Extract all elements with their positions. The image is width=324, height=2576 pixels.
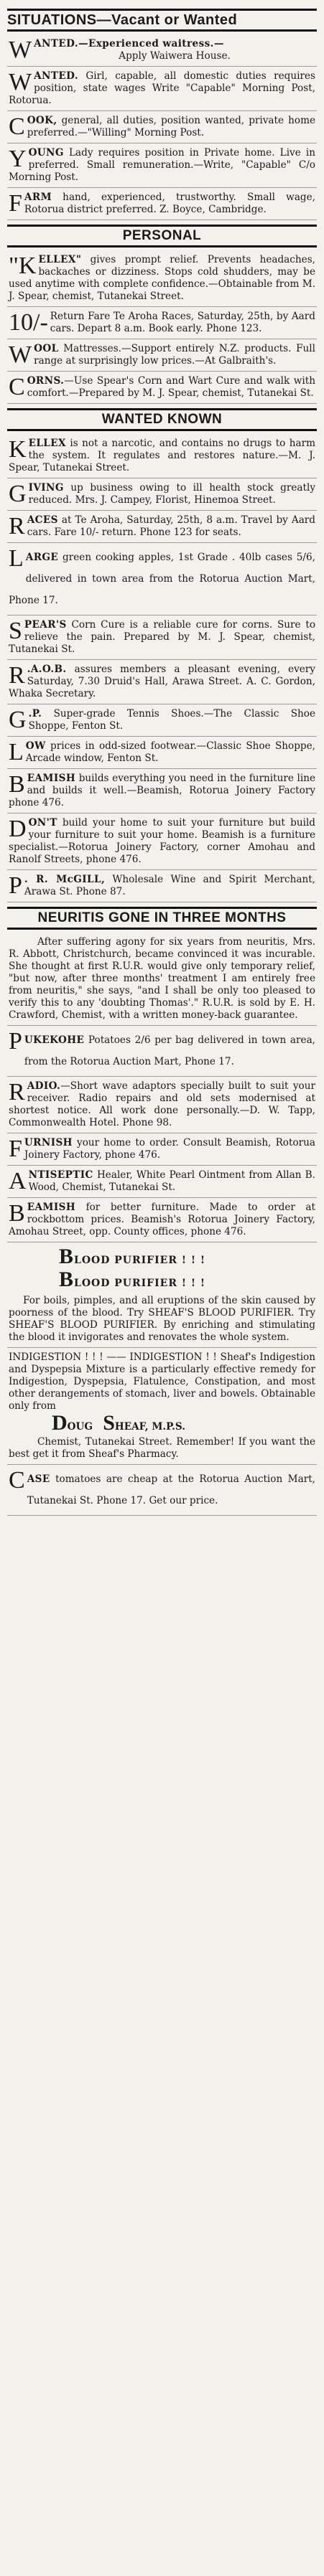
ad-item: GIVING up business owing to ill health stock greatly reduced. Mrs. J. Campey, Florist, Hinemoa Street. bbox=[7, 478, 317, 511]
ad-item: WOOL Mattresses.—Support entirely N.Z. products. Full range at surprisingly low prices.—At Galbraith's. bbox=[7, 339, 317, 372]
section-header-situations: SITUATIONS—Vacant or Wanted bbox=[7, 9, 317, 32]
ad-item: "KELLEX" gives prompt relief. Prevents headaches, backaches or dizziness. Stops cold shudders, may be used anytime with complete confidence.—Obtainable from M. J. Spear, chemist, Tutanekai Street. bbox=[7, 250, 317, 307]
ad-item: LOW prices in odd-sized footwear.—Classic Shoe Shoppe, Arcade window, Fenton St. bbox=[7, 737, 317, 769]
indigestion-body: INDIGESTION ! ! ! —— INDIGESTION ! ! Sheaf's Indigestion and Dyspepsia Mixture is a particularly effective remedy for Indigestion, Dyspepsia, Flatulence, Constipation, and most other derangements of stomach, liver and bowels. Obtainable only from bbox=[9, 1351, 315, 1412]
ad-item: ANTISEPTIC Healer, White Pearl Ointment from Allan B. Wood, Chemist, Tutanekai St. bbox=[7, 1166, 317, 1198]
wanted-list-3 bbox=[7, 1077, 317, 1242]
doug-sheaf-heading: DOUG SHEAF, M.P.S. bbox=[52, 1411, 185, 1435]
blood-body: For boils, pimples, and all eruptions of the skin caused by poorness of the blood. Try SHEAF'S BLOOD PURIFIER. Try SHEAF'S BLOOD PURIFIER. By enriching and stimulating the blood it invigorates and renovates the whole system. bbox=[9, 1295, 315, 1343]
ad-item-pukekohe: PUKEKOHE Potatoes 2/6 per bag delivered in town area, from the Rotorua Auction Mart, Phone 17. bbox=[7, 1026, 317, 1077]
wanted-list bbox=[7, 434, 317, 902]
blood-heading-2: BLOOD PURIFIER ! ! ! bbox=[59, 1268, 206, 1291]
personal-list bbox=[7, 250, 317, 404]
classified-page bbox=[7, 0, 317, 1516]
ad-item: YOUNG Lady requires position in Private home. Live in preferred. Small remuneration.—Write, "Capable" C/o Morning Post. bbox=[7, 143, 317, 188]
ad-item-case: CASE tomatoes are cheap at the Rotorua Auction Mart, Tutanekai St. Phone 17. Get our price. bbox=[7, 1465, 317, 1516]
ad-item: CORNS.—Use Spear's Corn and Wart Cure and walk with comfort.—Prepared by M. J. Spear, chemist, Tutanekai St. bbox=[7, 372, 317, 404]
neuritis-body: After suffering agony for six years from neuritis, Mrs. R. Abbott, Christchurch, became convinced it was incurable. She thought at first R.U.R. would give only temporary relief, "but now, after three months' treatment I am entirely free from neuritis," she says, "and I shall be only too pleased to verify this to any 'doubting Thomas'." R.U.R. is sold by E. H. Crawford, Chemist, with a written money-back guarantee. bbox=[7, 933, 317, 1026]
ad-item: SPEAR'S Corn Cure is a reliable cure for corns. Sure to relieve the pain. Prepared by M. J. Spear, chemist, Tutanekai St. bbox=[7, 615, 317, 660]
section-header-personal: PERSONAL bbox=[7, 225, 317, 247]
ad-item: BEAMISH for better furniture. Made to order at rockbottom prices. Beamish's Rotorua Joinery Factory, Amohau Street, opp. County offices, phone 476. bbox=[7, 1198, 317, 1242]
ad-item: P . R. McGILL, Wholesale Wine and Spirit Merchant, Arawa St. Phone 87. bbox=[7, 870, 317, 902]
ad-item: G .P. Super-grade Tennis Shoes.—The Classic Shoe Shoppe, Fenton St. bbox=[7, 704, 317, 737]
ad-item: RACES at Te Aroha, Saturday, 25th, 8 a.m. Travel by Aard cars. Fare 10/- return. Phone 123 for seats. bbox=[7, 511, 317, 543]
situations-list bbox=[7, 34, 317, 220]
ad-item: FARM hand, experienced, trustworthy. Small wage, Rotorua district preferred. Z. Boyce, Cambridge. bbox=[7, 188, 317, 220]
ad-indigestion bbox=[7, 1348, 317, 1465]
ad-item: RADIO.—Short wave adaptors specially built to suit your receiver. Radio repairs and old sets modernised at shortest notice. All work done personally.—D. W. Tapp, Commonwealth Hotel. Phone 98. bbox=[7, 1077, 317, 1133]
doug-body: Chemist, Tutanekai Street. Remember! If you want the best get it from Sheaf's Pharmacy. bbox=[9, 1436, 315, 1460]
ad-item: 10/- Return Fare Te Aroha Races, Saturday, 25th, by Aard cars. Depart 8 a.m. Book early. Phone 123. bbox=[7, 307, 317, 339]
ad-item: WANTED.—Experienced waitress.— Apply Waiwera House. bbox=[7, 34, 317, 67]
ad-item: COOK, general, all duties, position wanted, private home preferred.—"Willing" Morning Post. bbox=[7, 111, 317, 143]
blood-heading-1: BLOOD PURIFIER ! ! ! bbox=[59, 1245, 206, 1268]
section-header-neuritis: NEURITIS GONE IN THREE MONTHS bbox=[7, 907, 317, 930]
ad-item: BEAMISH builds everything you need in the furniture line and builds it well.—Beamish, Rotorua Joinery Factory phone 476. bbox=[7, 769, 317, 813]
ad-item: R .A.O.B. assures members a pleasant evening, every Saturday, 7.30 Druid's Hall, Arawa Street. A. C. Gordon, Whaka Secretary. bbox=[7, 660, 317, 704]
ad-item: KELLEX is not a narcotic, and contains no drugs to harm the system. It regulates and restores nature.—M. J. Spear, Tutanekai Street. bbox=[7, 434, 317, 478]
ad-item: WANTED. Girl, capable, all domestic duties requires position, state wages Write "Capable" Morning Post, Rotorua. bbox=[7, 67, 317, 111]
ad-item: DON'T build your home to suit your furniture but build your furniture to suit your home. Beamish is a furniture specialist.—Rotorua Joinery Factory, corner Amohau and Ranolf Streets, phone 476. bbox=[7, 813, 317, 870]
ad-item: FURNISH your home to order. Consult Beamish, Rotorua Joinery Factory, phone 476. bbox=[7, 1133, 317, 1166]
ad-blood-purifier bbox=[7, 1242, 317, 1348]
ad-item-apples: LARGE green cooking apples, 1st Grade . 40lb cases 5/6, delivered in town area from the Rotorua Auction Mart, Phone 17. bbox=[7, 543, 317, 615]
section-header-wanted-known: WANTED KNOWN bbox=[7, 408, 317, 431]
